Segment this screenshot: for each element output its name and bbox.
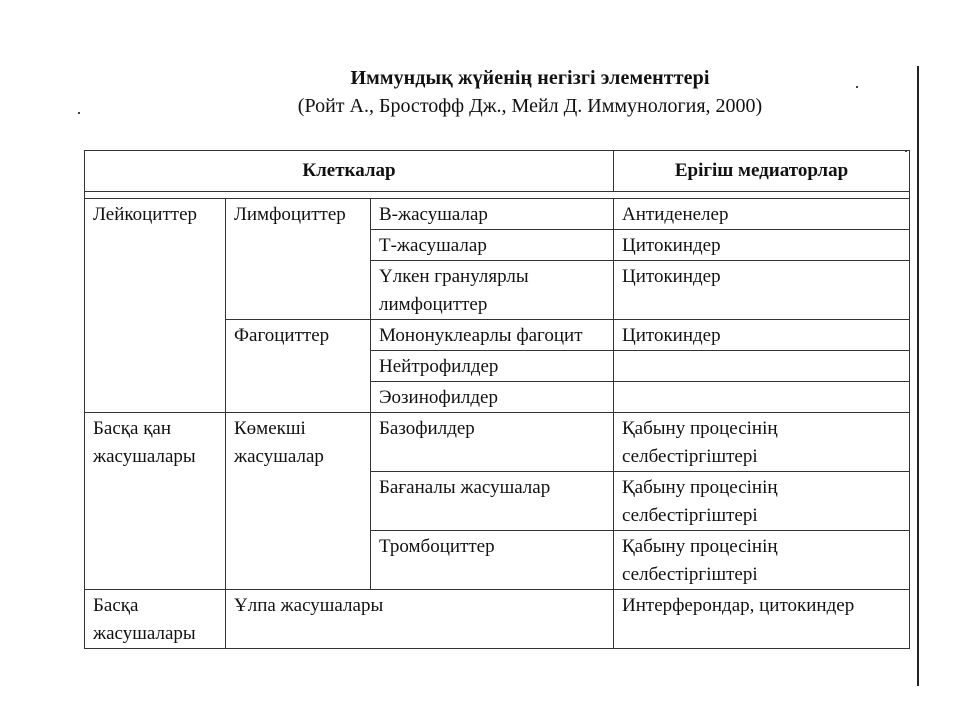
scan-speck <box>78 112 80 114</box>
subgroup-cell: Фагоциттер <box>226 320 371 413</box>
cell-type-cell: Базофилдер <box>371 413 614 472</box>
scan-speck <box>856 86 858 88</box>
mediator-cell <box>614 382 910 413</box>
header-cells: Клеткалар <box>85 151 614 192</box>
document-title <box>250 64 810 120</box>
mediator-cell: Цитокиндер <box>614 320 910 351</box>
table-header-row <box>85 151 910 192</box>
table-row <box>85 199 910 230</box>
table-row <box>85 590 910 649</box>
mediator-cell: Қабыну процесінің селбестіргіштері <box>614 472 910 531</box>
header-mediators: Ерігіш медиаторлар <box>614 151 910 192</box>
subgroup-cell: Ұлпа жасушалары <box>226 590 614 649</box>
immune-elements-table-container <box>84 150 910 649</box>
cell-type-cell: Үлкен гранулярлы лимфоциттер <box>371 261 614 320</box>
category-cell: Лейкоциттер <box>85 199 226 413</box>
mediator-cell: Цитокиндер <box>614 261 910 320</box>
mediator-cell: Антиденелер <box>614 199 910 230</box>
cell-type-cell: Мононуклеарлы фагоцит <box>371 320 614 351</box>
mediator-cell <box>614 351 910 382</box>
title-main: Иммундық жүйенің негізгі элементтері <box>350 67 710 89</box>
cell-type-cell: Бағаналы жасушалар <box>371 472 614 531</box>
cell-type-cell: Тромбоциттер <box>371 531 614 590</box>
scan-edge-line <box>917 66 919 686</box>
category-cell: Басқа жасушалары <box>85 590 226 649</box>
header-gap-row <box>85 192 910 199</box>
subgroup-cell: Көмекші жасушалар <box>226 413 371 590</box>
mediator-cell: Қабыну процесінің селбестіргіштері <box>614 531 910 590</box>
cell-type-cell: В-жасушалар <box>371 199 614 230</box>
mediator-cell: Қабыну процесінің селбестіргіштері <box>614 413 910 472</box>
header-gap <box>85 192 910 199</box>
immune-elements-table <box>84 150 910 649</box>
cell-type-cell: Т-жасушалар <box>371 230 614 261</box>
table-row <box>85 413 910 472</box>
mediator-cell: Интерферондар, цитокиндер <box>614 590 910 649</box>
title-subtitle: (Ройт А., Бростофф Дж., Мейл Д. Иммунология, 2000) <box>297 95 763 117</box>
cell-type-cell: Нейтрофилдер <box>371 351 614 382</box>
subgroup-cell: Лимфоциттер <box>226 199 371 320</box>
cell-type-cell: Эозинофилдер <box>371 382 614 413</box>
category-cell: Басқа қан жасушалары <box>85 413 226 590</box>
mediator-cell: Цитокиндер <box>614 230 910 261</box>
